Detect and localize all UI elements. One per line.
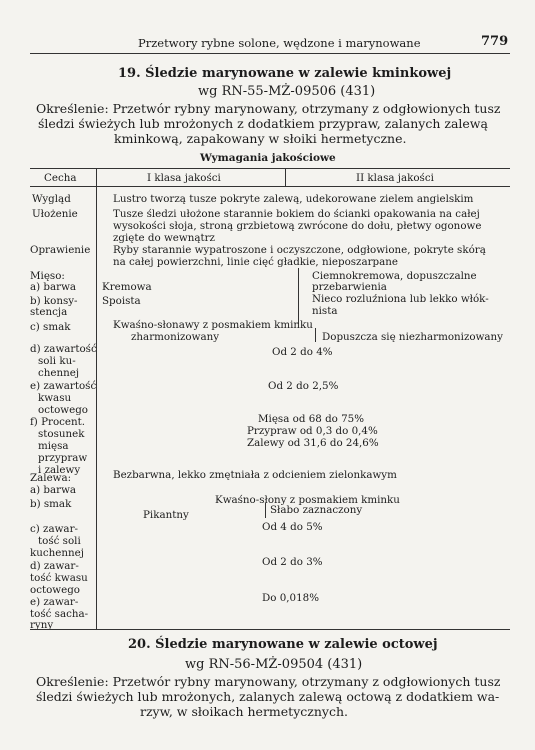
row-label-ulozenie: Ułożenie [32,208,78,220]
section-20-title: 20. Śledzie marynowane w zalewie octowej [128,637,438,652]
row-label-zalewa-sol-line-1: c) zawar- [30,523,78,535]
row-label-mieso: Mięso: [30,270,65,282]
row-value-sol: Od 2 do 4% [272,346,333,358]
row-label-procent-line-4: przypraw [38,452,88,464]
row-label-procent-line-5: i zalewy [38,464,81,476]
row-k2-smak: Dopuszcza się niezharmonizowany [322,331,503,343]
page-number: 779 [481,34,509,49]
row-label-zalewa-cukier-line-2: tość sacha- [30,608,89,620]
row-value-procent-line-3: Zalewy od 31,6 do 24,6% [247,437,379,449]
row-k1-barwa: Kremowa [102,281,152,293]
row-k2-konsystencja-line-2: nista [312,305,338,317]
section-20-definition-line-2: śledzi świeżych lub mrożonych, zalanych zalewą octową z dodatkiem wa- [36,689,500,704]
col-header-cecha: Cecha [44,172,77,184]
row-label-oprawienie: Oprawienie [30,244,91,256]
row-label-kwas-line-2: kwasu [38,392,72,404]
row-value-zalewa-barwa: Bezbarwna, lekko zmętniała z odcieniem zielonkawym [113,469,397,481]
class-divider-smak [315,328,316,342]
row-label-kwas-line-3: octowego [38,404,89,416]
table-column-divider [96,168,97,629]
row-label-zalewa-barwa: a) barwa [30,484,77,496]
row-value-oprawienie-line-2: na całej powierzchni, linie cięć gładkie, nieposzarpane [113,256,398,268]
section-19-definition-line-1: Określenie: Przetwór rybny marynowany, otrzymany z odgłowionych tusz [36,101,501,116]
section-19-definition-line-2: śledzi świeżych lub mrożonych z dodatkiem przypraw, zalanych zalewą [38,116,488,131]
row-k1-smak-line-2: zharmonizowany [131,331,220,343]
row-k1-zalewa-smak: Pikantny [143,509,189,521]
row-label-zalewa-kwas-line-1: d) zawar- [30,560,79,572]
row-label-sol-line-3: chennej [38,367,80,379]
row-label-zalewa-kwas-line-2: tość kwasu [30,572,88,584]
requirements-heading: Wymagania jakościowe [200,152,336,164]
row-value-oprawienie-line-1: Ryby starannie wypatroszone i oczyszczone, odgłowione, pokryte skórą [113,244,486,256]
row-value-zalewa-sol: Od 4 do 5% [262,521,323,533]
row-k1-konsystencja: Spoista [102,295,141,307]
row-value-zalewa-kwas: Od 2 do 3% [262,556,323,568]
row-label-zalewa-sol-line-2: tość soli [38,535,81,547]
class-divider-zalewa-smak [265,503,266,518]
row-label-zalewa: Zalewa: [30,472,72,484]
row-value-ulozenie-line-2: wysokości słoja, stroną grzbietową zwrócone do dołu, płetwy ogonowe [113,220,482,232]
table-header-divider [285,168,286,186]
section-19-code: wg RN-55-MŻ-09506 (431) [198,84,376,99]
row-label-kwas-line-1: e) zawartość [30,380,97,392]
row-label-barwa: a) barwa [30,281,77,293]
row-label-zalewa-sol-line-3: kuchennej [30,547,84,559]
section-20-code: wg RN-56-MŻ-09504 (431) [185,657,363,672]
section-20-definition-line-1: Określenie: Przetwór rybny marynowany, otrzymany z odgłowionych tusz [36,674,501,689]
table-bottom-rule [30,629,510,630]
col-header-klasa-2: II klasa jakości [356,172,434,184]
row-value-procent-line-2: Przypraw od 0,3 do 0,4% [247,425,378,437]
row-label-procent-line-3: mięsa [38,440,69,452]
section-19-title: 19. Śledzie marynowane w zalewie kminkowej [118,66,452,81]
row-k2-zalewa-smak: Słabo zaznaczony [270,504,363,516]
row-label-zalewa-cukier-line-1: e) zawar- [30,596,79,608]
row-label-wyglad: Wygląd [32,193,71,205]
row-k2-barwa-line-2: przebarwienia [312,281,387,293]
running-header: Przetwory rybne solone, wędzone i marynowane [138,36,421,50]
row-label-sol-line-2: soli ku- [38,355,76,367]
row-label-sol-line-1: d) zawartość [30,343,97,355]
row-k1-smak-line-1: Kwaśno-słonawy z posmakiem kminku [113,319,313,331]
table-top-rule [30,168,510,169]
row-k2-barwa-line-1: Ciemnokremowa, dopuszczalne [312,270,477,282]
section-20-definition-line-3: rzyw, w słoikach hermetycznych. [140,704,348,719]
row-label-zalewa-smak: b) smak [30,498,72,510]
row-k2-konsystencja-line-1: Nieco rozluźniona lub lekko włók- [312,293,489,305]
row-label-konsystencja-line-1: b) konsy- [30,295,78,307]
row-label-konsystencja-line-2: stencja [30,306,68,318]
table-header-rule [30,186,510,187]
row-value-kwas: Od 2 do 2,5% [268,380,339,392]
row-label-zalewa-kwas-line-3: octowego [30,584,81,596]
row-value-zalewa-cukier: Do 0,018% [262,592,319,604]
row-value-procent-line-1: Mięsa od 68 do 75% [258,413,365,425]
header-rule [30,53,510,54]
row-value-zalewa-smak-top: Kwaśno-słony z posmakiem kminku [215,494,400,506]
row-value-ulozenie-line-1: Tusze śledzi ułożone starannie bokiem do ścianki opakowania na całej [113,208,480,220]
row-label-procent-line-2: stosunek [38,428,85,440]
class-divider-mieso [298,268,299,324]
row-label-procent-line-1: f) Procent. [30,416,86,428]
section-19-definition-line-3: kminkową, zapakowany w słoiki hermetyczne. [114,131,407,146]
col-header-klasa-1: I klasa jakości [147,172,221,184]
row-value-ulozenie-line-3: zgięte do wewnątrz [113,232,215,244]
row-label-smak: c) smak [30,321,71,333]
row-value-wyglad: Lustro tworzą tusze pokryte zalewą, udekorowane zielem angielskim [113,193,474,205]
row-label-zalewa-cukier-line-3: ryny [30,619,54,631]
